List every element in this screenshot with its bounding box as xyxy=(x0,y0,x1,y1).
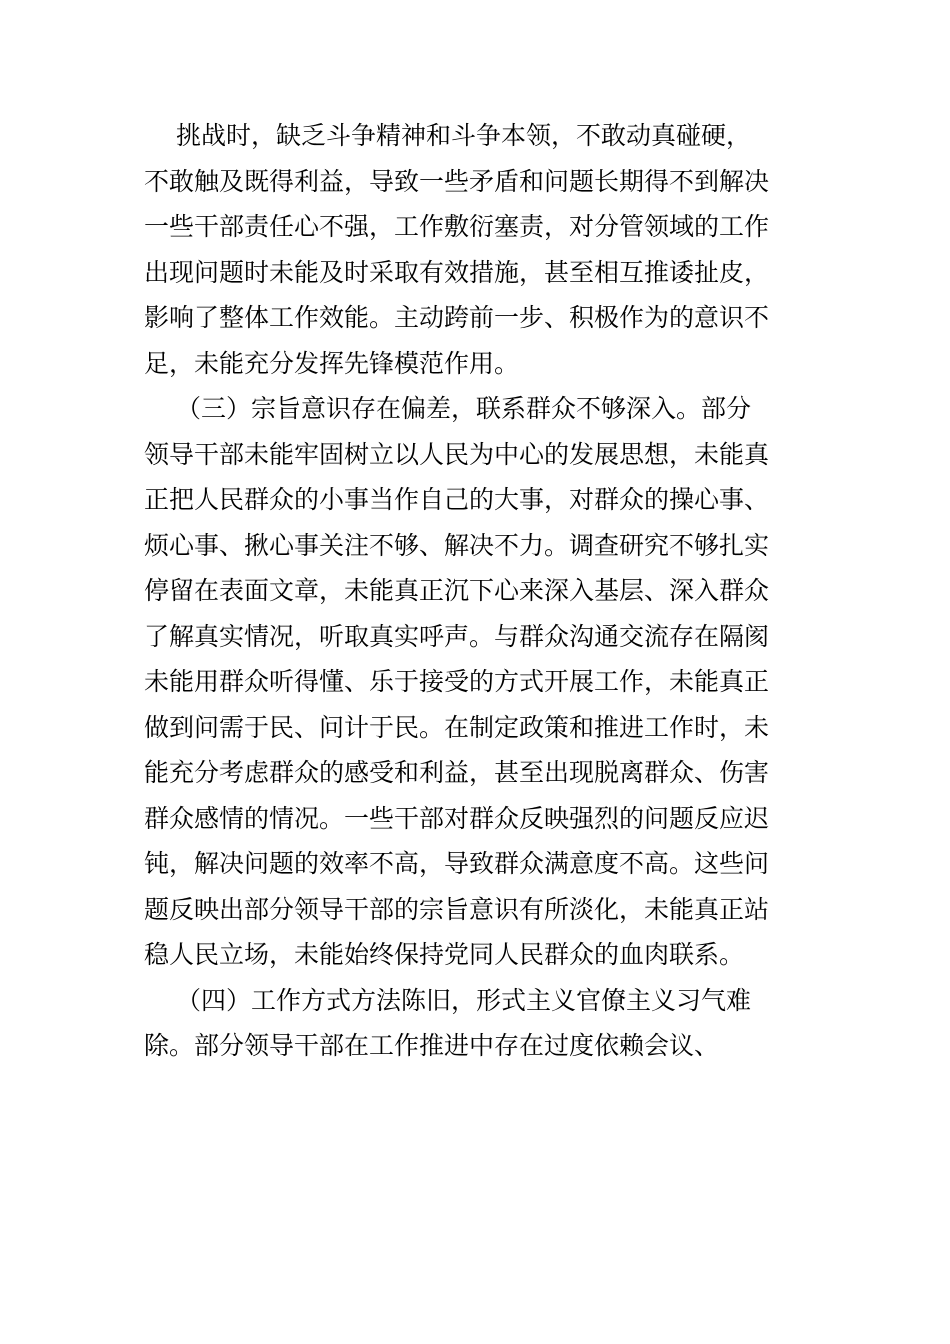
body-text xyxy=(144,113,814,1069)
text-line: 稳人民立场，未能始终保持党同人民群众的血肉联系。 xyxy=(144,940,745,969)
text-line: 群众感情的情况。一些干部对群众反映强烈的问题反应迟 xyxy=(144,803,770,833)
text-line: 一些干部责任心不强，工作敷衍塞责，对分管领域的工作 xyxy=(144,212,770,241)
text-line: 做到问需于民、问计于民。在制定政策和推进工作时，未 xyxy=(144,712,770,742)
text-line: 题反映出部分领导干部的宗旨意识有所淡化，未能真正站 xyxy=(144,894,770,924)
text-line: 停留在表面文章，未能真正沉下心来深入基层、深入群众 xyxy=(144,576,770,605)
text-line: 烦心事、揪心事关注不够、解决不力。调查研究不够扎实 xyxy=(144,530,770,560)
text-line: 领导干部未能牢固树立以人民为中心的发展思想，未能真 xyxy=(144,439,770,469)
text-line: 影响了整体工作效能。主动跨前一步、积极作为的意识不 xyxy=(144,303,770,332)
text-line: 挑战时，缺乏斗争精神和斗争本领，不敢动真碰硬， xyxy=(176,121,752,150)
text-line: 能充分考虑群众的感受和利益，甚至出现脱离群众、伤害 xyxy=(144,758,770,787)
text-line: 钝，解决问题的效率不高，导致群众满意度不高。这些问 xyxy=(144,849,770,878)
text-line: 不敢触及既得利益，导致一些矛盾和问题长期得不到解决 xyxy=(144,166,770,196)
text-line: 出现问题时未能及时采取有效措施，甚至相互推诿扯皮， xyxy=(144,257,770,287)
section-heading-four: （四）工作方式方法陈旧，形式主义官僚主义习气难 xyxy=(176,985,752,1015)
text-line: 正把人民群众的小事当作自己的大事，对群众的操心事、 xyxy=(144,485,770,514)
text-line: 除。部分领导干部在工作推进中存在过度依赖会议、 xyxy=(144,1031,720,1060)
section-heading-three: （三）宗旨意识存在偏差，联系群众不够深入。部分 xyxy=(176,394,752,423)
text-line: 未能用群众听得懂、乐于接受的方式开展工作，未能真正 xyxy=(144,667,770,696)
text-line: 了解真实情况，听取真实呼声。与群众沟通交流存在隔阂 xyxy=(144,621,770,651)
text-line: 足，未能充分发挥先锋模范作用。 xyxy=(144,348,520,378)
